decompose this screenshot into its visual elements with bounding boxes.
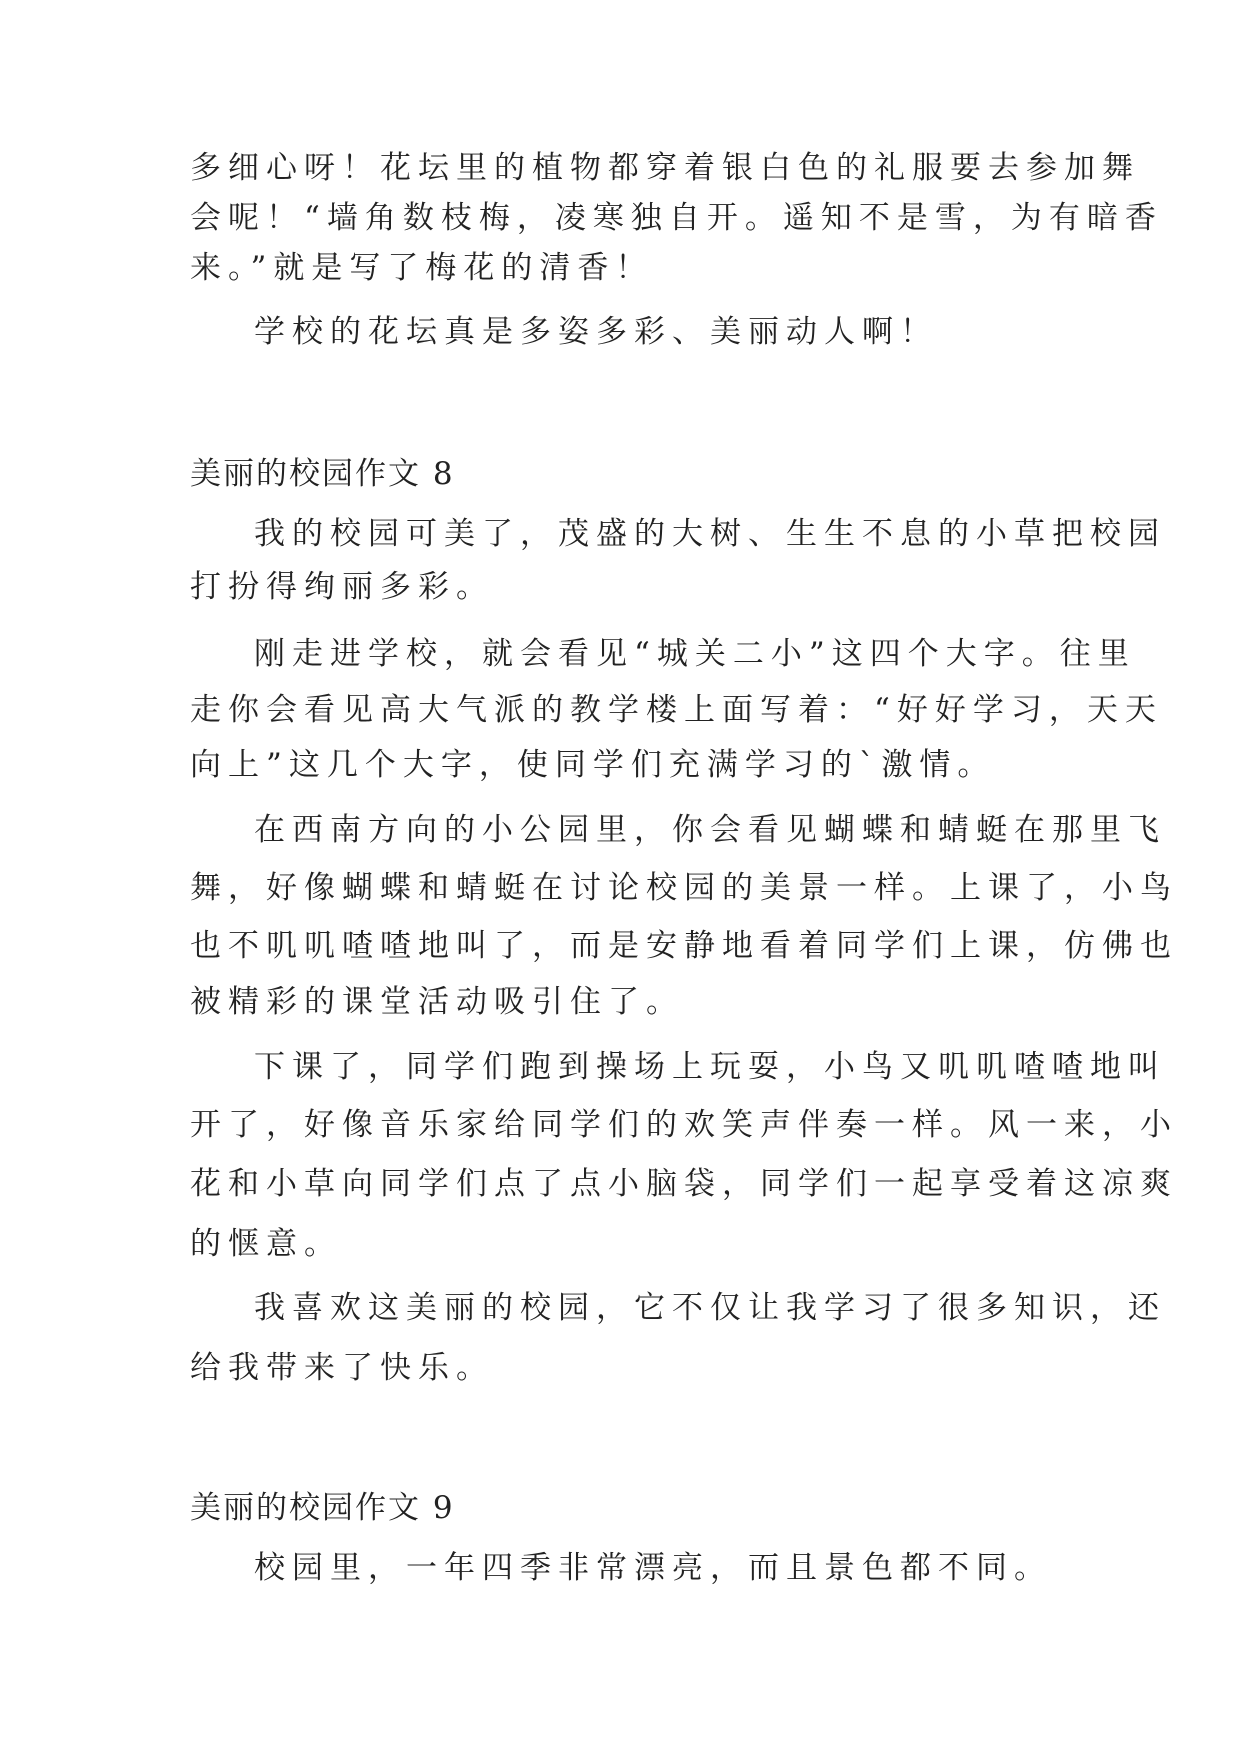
paragraph-line: 会呢！“墙角数枝梅，凌寒独自开。遥知不是雪，为有暗香 (190, 200, 1163, 236)
paragraph-line: 学校的花坛真是多姿多彩、美丽动人啊！ (254, 314, 938, 350)
paragraph-line: 我的校园可美了，茂盛的大树、生生不息的小草把校园 (254, 516, 1166, 552)
paragraph-line: 我喜欢这美丽的校园，它不仅让我学习了很多知识，还 (254, 1290, 1166, 1326)
paragraph-line: 也不叽叽喳喳地叫了，而是安静地看着同学们上课，仿佛也 (190, 928, 1178, 964)
section-heading: 美丽的校园作文 9 (190, 1490, 455, 1526)
paragraph-line: 给我带来了快乐。 (190, 1350, 494, 1386)
paragraph-line: 多细心呀！花坛里的植物都穿着银白色的礼服要去参加舞 (190, 150, 1140, 186)
paragraph-line: 的惬意。 (190, 1226, 342, 1262)
paragraph-line: 走你会看见高大气派的教学楼上面写着：“好好学习，天天 (190, 692, 1163, 728)
paragraph-line: 来。”就是写了梅花的清香！ (190, 250, 654, 286)
paragraph-line: 花和小草向同学们点了点小脑袋，同学们一起享受着这凉爽 (190, 1166, 1178, 1202)
paragraph-line: 校园里，一年四季非常漂亮，而且景色都不同。 (254, 1550, 1052, 1586)
paragraph-line: 开了，好像音乐家给同学们的欢笑声伴奏一样。风一来，小 (190, 1107, 1178, 1143)
paragraph-line: 打扮得绚丽多彩。 (190, 569, 494, 605)
paragraph-line: 舞，好像蝴蝶和蜻蜓在讨论校园的美景一样。上课了，小鸟 (190, 870, 1178, 906)
paragraph-line: 被精彩的课堂活动吸引住了。 (190, 984, 684, 1020)
paragraph-line: 在西南方向的小公园里，你会看见蝴蝶和蜻蜓在那里飞 (254, 812, 1166, 848)
paragraph-line: 下课了，同学们跑到操场上玩耍，小鸟又叽叽喳喳地叫 (254, 1049, 1166, 1085)
paragraph-line: 刚走进学校，就会看见“城关二小”这四个大字。往里 (254, 636, 1136, 672)
section-heading: 美丽的校园作文 8 (190, 456, 455, 492)
paragraph-line: 向上”这几个大字，使同学们充满学习的`激情。 (190, 747, 996, 783)
